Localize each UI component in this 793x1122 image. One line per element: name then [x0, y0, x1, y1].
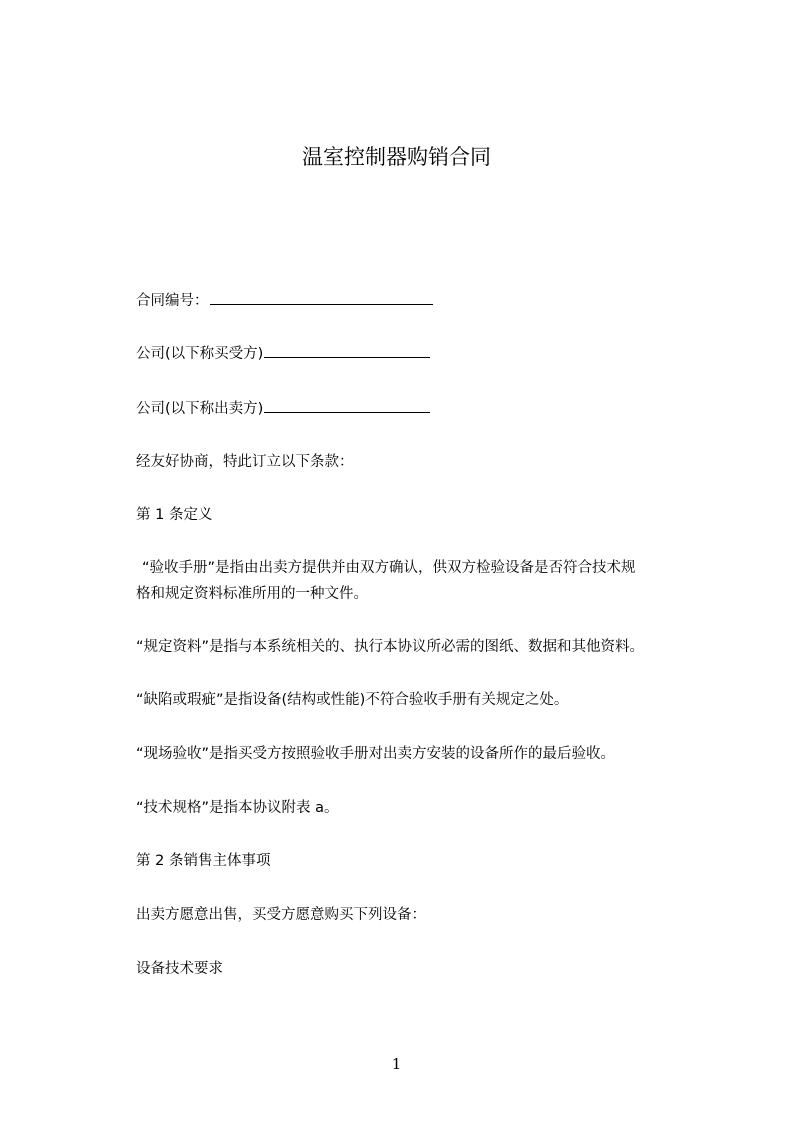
page-number: 1 [391, 1055, 402, 1073]
contract-number-line [136, 290, 433, 311]
seller-line [136, 398, 430, 419]
article-1-heading: 第 1 条定义 [136, 507, 213, 523]
definition-defect: “缺陷或瑕疵”是指设备(结构或性能)不符合验收手册有关规定之处。 [136, 692, 569, 708]
definition-acceptance-manual-line-1: “验收手册”是指由出卖方提供并由双方确认，供双方检验设备是否符合技术规 [142, 560, 636, 576]
sale-statement: 出卖方愿意出售，买受方愿意购买下列设备： [136, 907, 426, 923]
definition-specified-materials: “规定资料”是指与本系统相关的、执行本协议所必需的图纸、数据和其他资料。 [136, 639, 645, 655]
buyer-label: 公司(以下称买受方) [136, 346, 264, 362]
intro-paragraph: 经友好协商，特此订立以下条款： [136, 454, 354, 470]
definition-technical-specs: “技术规格”是指本协议附表 a。 [136, 800, 339, 816]
buyer-line [136, 343, 430, 364]
definition-site-acceptance: “现场验收”是指买受方按照验收手册对出卖方安装的设备所作的最后验收。 [136, 746, 616, 762]
contract-number-label: 合同编号： [136, 293, 209, 309]
definition-acceptance-manual-line-2: 格和规定资料标准所用的一种文件。 [136, 586, 368, 602]
equipment-requirements-heading: 设备技术要求 [136, 961, 223, 977]
page-title: 温室控制器购销合同 [302, 145, 491, 169]
seller-blank [264, 398, 430, 413]
buyer-blank [264, 343, 430, 358]
article-2-heading: 第 2 条销售主体事项 [136, 853, 271, 869]
contract-number-blank [210, 290, 433, 305]
seller-label: 公司(以下称出卖方) [136, 401, 264, 417]
